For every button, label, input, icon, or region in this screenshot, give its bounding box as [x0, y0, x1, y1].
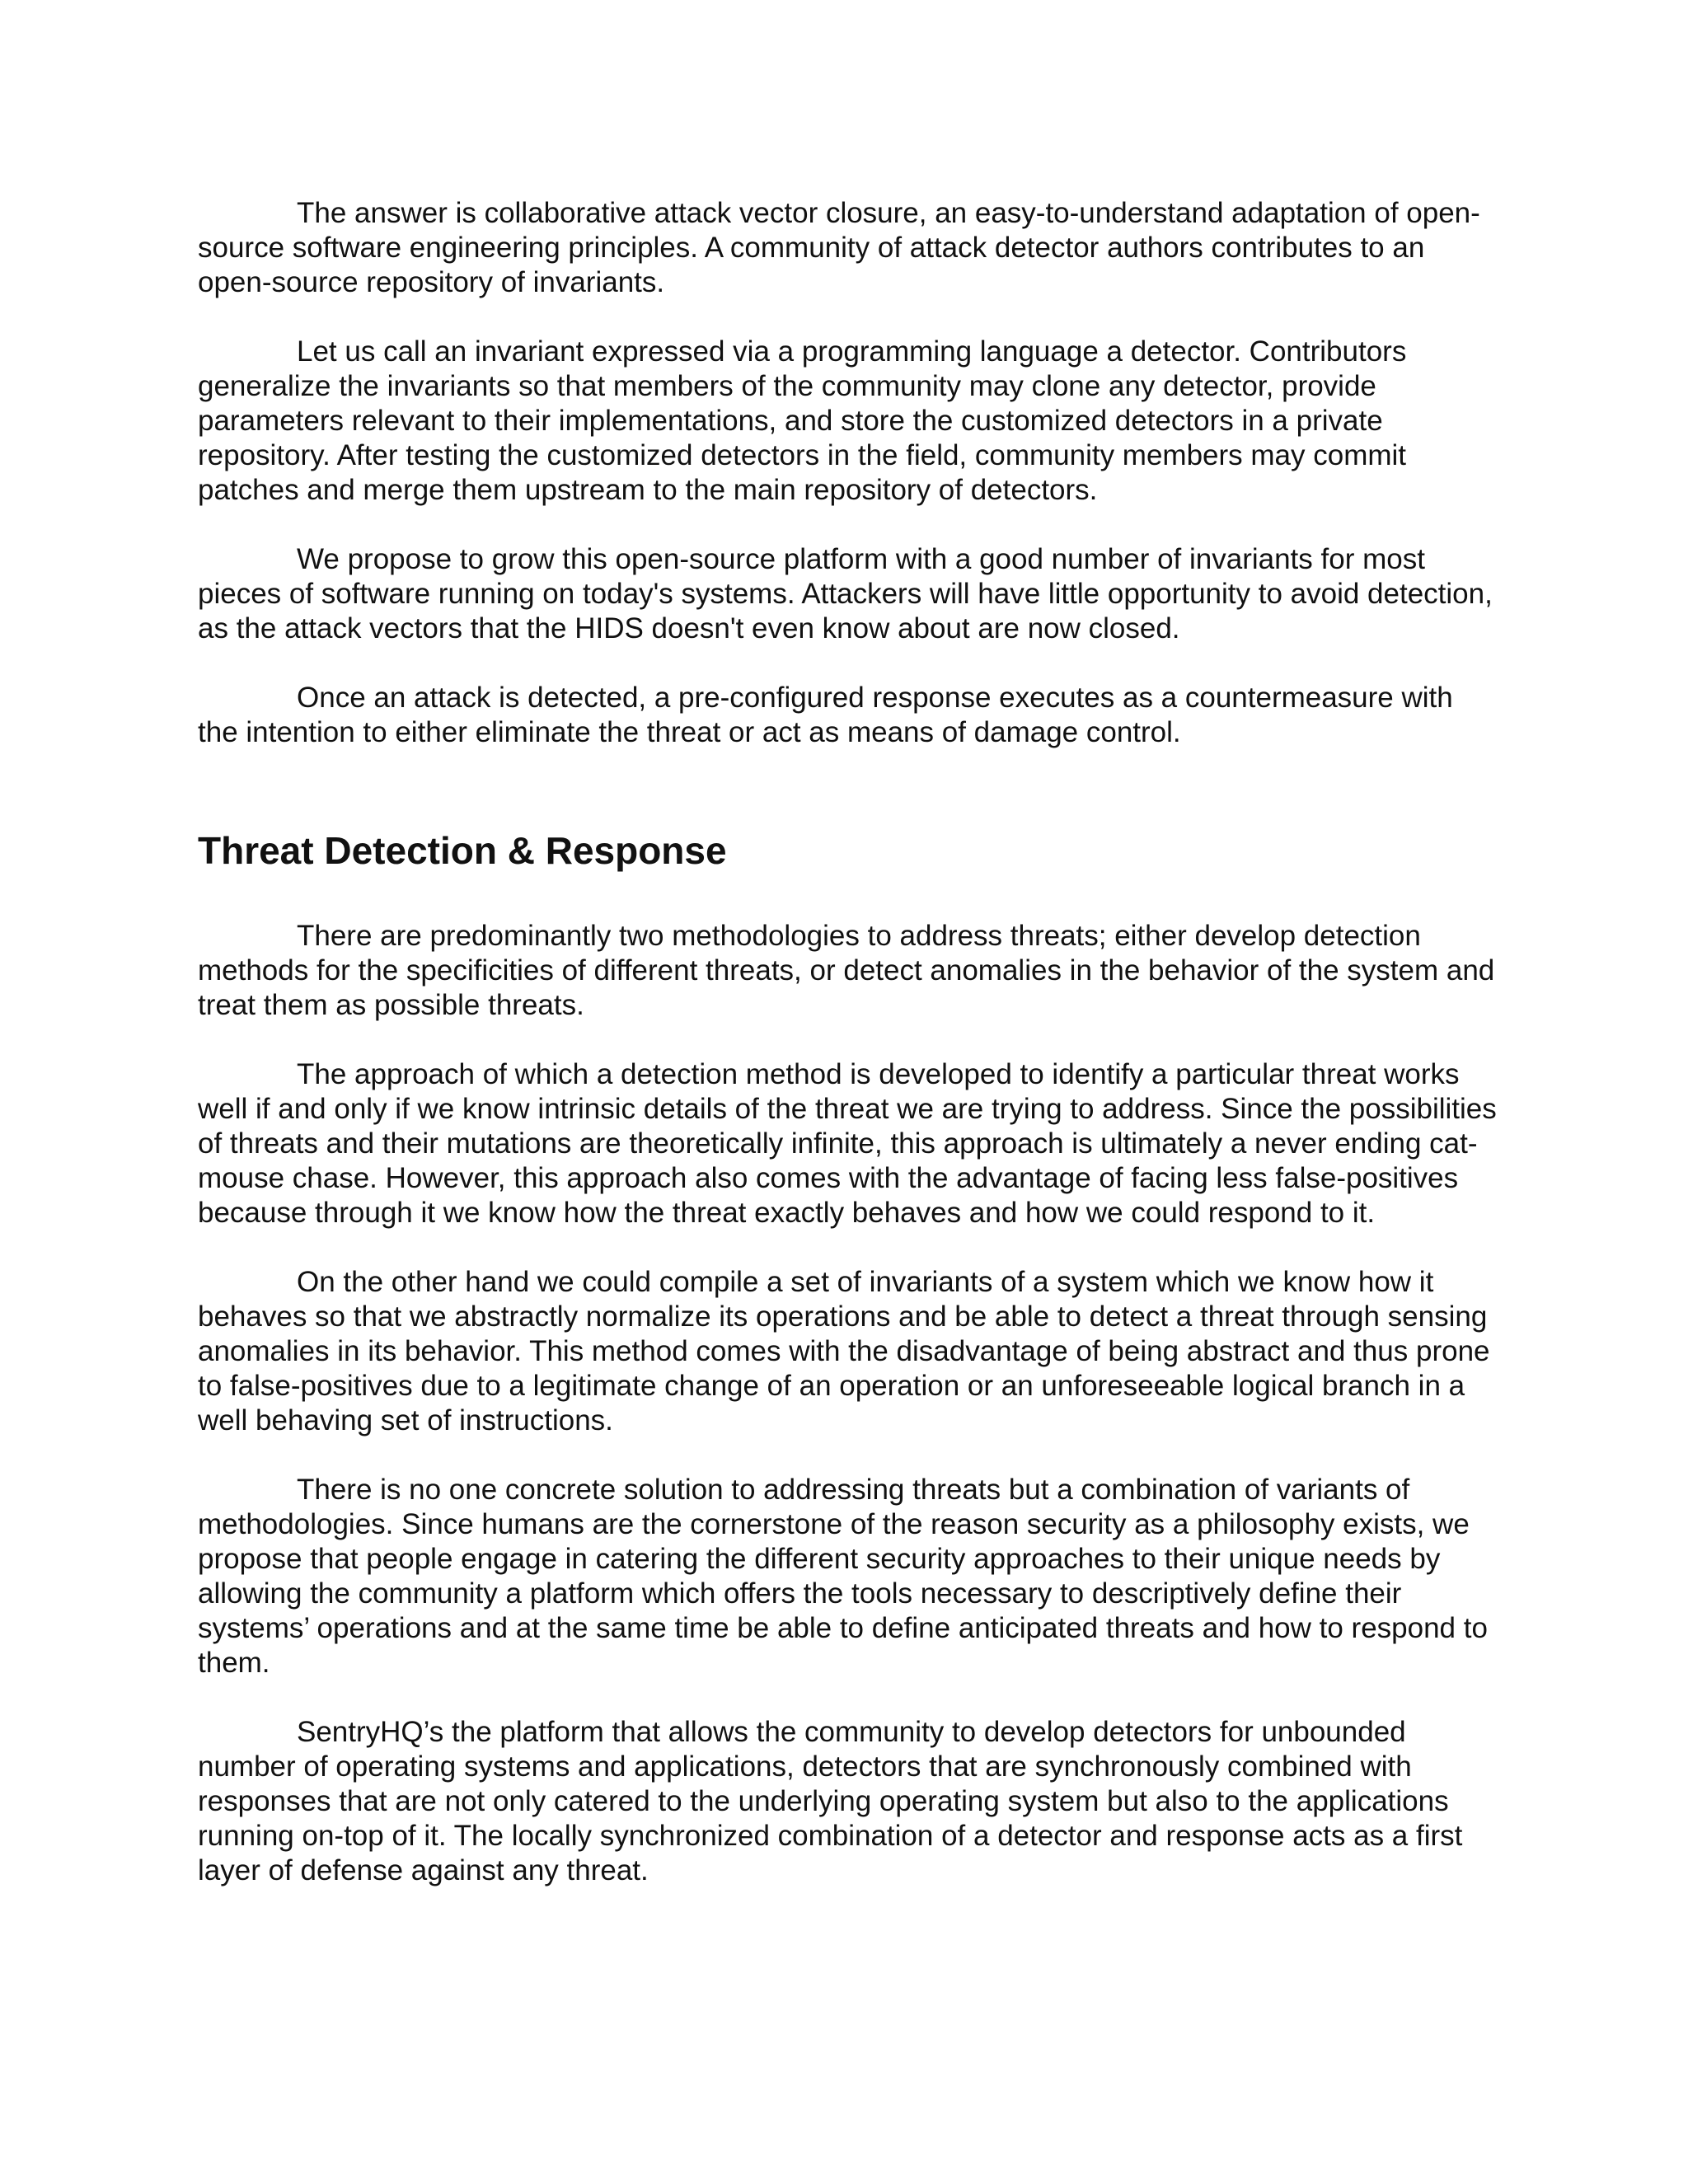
section-paragraph-2: The approach of which a detection method is developed to identify a particular threat works well if and only if we know intrinsic details of the threat we are trying to address. Since the possibilities of threats and their mutations are theoretically infinite, this approach is ultimately a never ending cat-mouse chase. However, this approach also comes with the advantage of facing less false-positives because through it we know how the threat exactly behaves and how we could respond to it. — [198, 1058, 1497, 1229]
heading-spacer — [198, 873, 1500, 919]
intro-paragraph-1: The answer is collaborative attack vector closure, an easy-to-understand adaptation of open-source software engineering principles. A community of attack detector authors contributes to an open-source repository of invariants. — [198, 197, 1480, 298]
intro-paragraph-2: Let us call an invariant expressed via a programming language a detector. Contributors generalize the invariants so that members of the community may clone any detector, provide parameters relevant to their implementations, and store the customized detectors in a private repository. After testing the customized detectors in the field, community members may commit patches and merge them upstream to the main repository of detectors. — [198, 335, 1407, 506]
intro-paragraph-4: Once an attack is detected, a pre-configured response executes as a countermeasure with the intention to either eliminate the threat or act as means of damage control. — [198, 682, 1453, 748]
section-heading: Threat Detection & Response — [198, 829, 727, 872]
document-page — [198, 196, 1500, 1923]
section-paragraph-5: SentryHQ’s the platform that allows the community to develop detectors for unbounded number of operating systems and applications, detectors that are synchronously combined with responses that are not only catered to the underlying operating system but also to the applications running on-top of it. The locally synchronized combination of a detector and response acts as a first layer of defense against any threat. — [198, 1716, 1463, 1886]
section-paragraph-4: There is no one concrete solution to addressing threats but a combination of variants of methodologies. Since humans are the cornerstone of the reason security as a philosophy exists, we propose that people engage in catering the different security approaches to their unique needs by allowing the community a platform which offers the tools necessary to descriptively define their systems’ operations and at the same time be able to define anticipated threats and how to respond to them. — [198, 1474, 1488, 1679]
section-paragraph-1: There are predominantly two methodologies to address threats; either develop detection methods for the specificities of different threats, or detect anomalies in the behavior of the system and treat them as possible threats. — [198, 920, 1495, 1021]
section-spacer — [198, 750, 1500, 828]
intro-paragraph-3: We propose to grow this open-source platform with a good number of invariants for most pieces of software running on today's systems. Attackers will have little opportunity to avoid detection, as the attack vectors that the HIDS doesn't even know about are now closed. — [198, 543, 1493, 644]
section-paragraph-3: On the other hand we could compile a set of invariants of a system which we know how it behaves so that we abstractly normalize its operations and be able to detect a threat through sensing anomalies in its behavior. This method comes with the disadvantage of being abstract and thus prone to false-positives due to a legitimate change of an operation or an unforeseeable logical branch in a well behaving set of instructions. — [198, 1266, 1490, 1436]
